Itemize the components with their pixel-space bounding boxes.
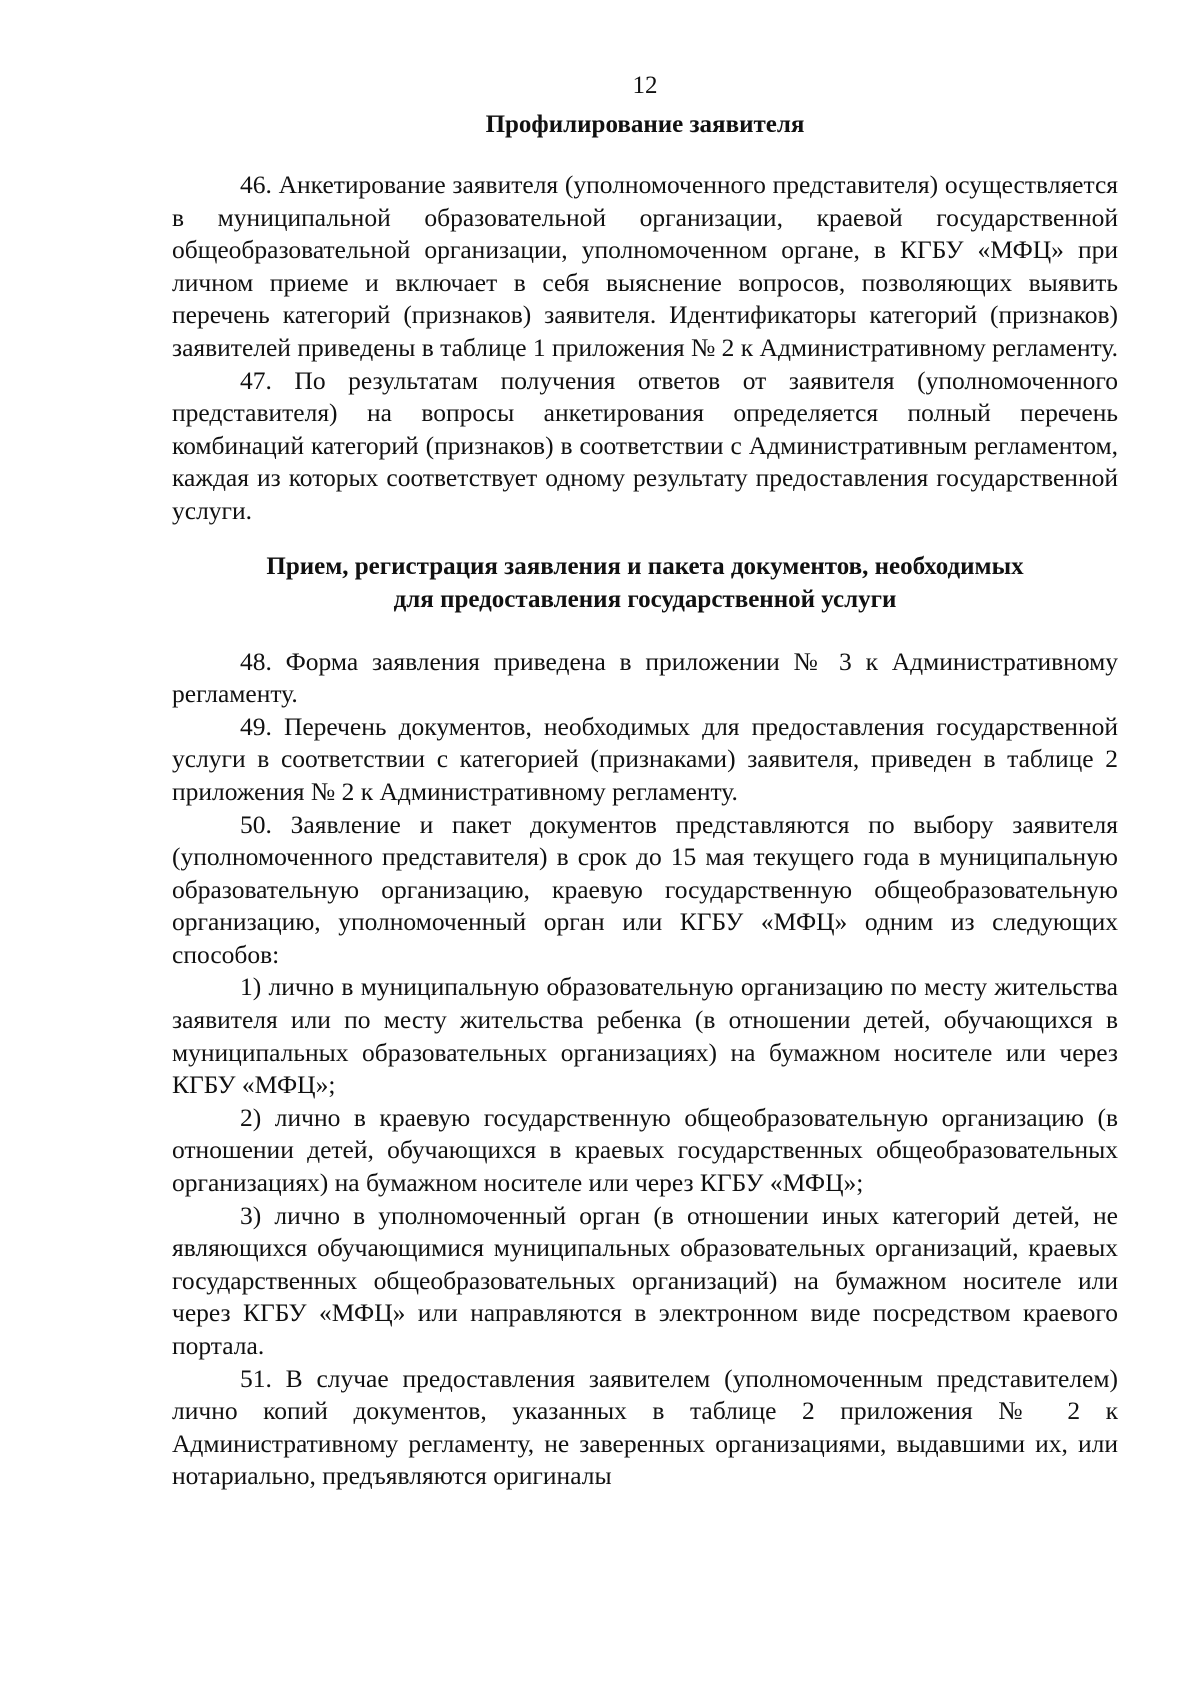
paragraph-46: 46. Анкетирование заявителя (уполномоченного представителя) осуществляется в муниципальной образовательной организации, краевой государственной общеобразовательной организации, уполномоченном органе, в КГБУ «МФЦ» при личном приеме и включает в себя выяснение вопросов, позволяющих выявить перечень категорий (признаков) заявителя. Идентификаторы категорий (признаков) заявителей приведены в таблице 1 приложения № 2 к Административному регламенту. (172, 170, 1118, 362)
paragraph-47: 47. По результатам получения ответов от заявителя (уполномоченного представителя) на вопросы анкетирования определяется полный перечень комбинаций категорий (признаков) в соответствии с Административным регламентом, каждая из которых соответствует одному результату предоставления государственной услуги. (172, 365, 1118, 525)
list-item-1: 1) лично в муниципальную образовательную организацию по месту жительства заявителя или по месту жительства ребенка (в отношении детей, обучающихся в муниципальных образовательных организациях) на бумажном носителе или через КГБУ «МФЦ»; (172, 972, 1118, 1100)
section-heading-profiling: Профилирование заявителя (485, 111, 805, 138)
list-item-2: 2) лично в краевую государственную общеобразовательную организацию (в отношении детей, обучающихся в краевых государственных общеобразовательных организациях) на бумажном носителе или через КГБУ «МФЦ»; (172, 1102, 1118, 1198)
list-item-3: 3) лично в уполномоченный орган (в отношении иных категорий детей, не являющихся обучающимися муниципальных образовательных организаций, краевых государственных общеобразовательных организаций) на бумажном носителе или через КГБУ «МФЦ» или направляются в электронном виде посредством краевого портала. (172, 1200, 1118, 1360)
paragraph-50: 50. Заявление и пакет документов представляются по выбору заявителя (уполномоченного представителя) в срок до 15 мая текущего года в муниципальную образовательную организацию, краевую государственную общеобразовательную организацию, уполномоченный орган или КГБУ «МФЦ» одним из следующих способов: (172, 809, 1118, 969)
page-number: 12 (632, 72, 658, 99)
paragraph-49: 49. Перечень документов, необходимых для предоставления государственной услуги в соответствии с категорией (признаками) заявителя, приведен в таблице 2 приложения № 2 к Административному регламенту. (172, 711, 1118, 806)
paragraph-51: 51. В случае предоставления заявителем (уполномоченным представителем) лично копий документов, указанных в таблице 2 приложения № 2 к Административному регламенту, не заверенных организациями, выдавшими их, или нотариально, предъявляются оригиналы (172, 1363, 1118, 1491)
section-heading-reception (172, 550, 1118, 616)
paragraph-48: 48. Форма заявления приведена в приложении № 3 к Административному регламенту. (172, 646, 1118, 709)
section-heading-reception-line1: Прием, регистрация заявления и пакета документов, необходимых (266, 552, 1024, 580)
document-page (172, 70, 1118, 1493)
section-heading-reception-line2: для предоставления государственной услуги (393, 585, 897, 613)
